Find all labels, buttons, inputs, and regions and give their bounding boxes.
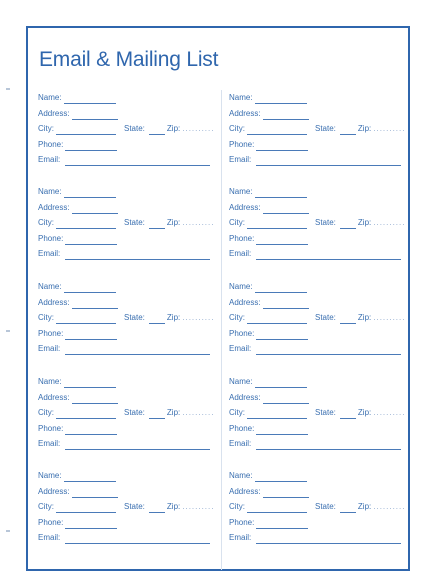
phone-label: Phone: (38, 140, 64, 149)
name-field[interactable] (64, 187, 116, 198)
email-field[interactable] (256, 249, 401, 260)
state-label: State: (124, 124, 145, 133)
city-field[interactable] (56, 124, 116, 135)
name-row (229, 90, 307, 104)
phone-row (38, 515, 117, 529)
city-field[interactable] (56, 218, 116, 229)
phone-row (229, 515, 308, 529)
state-field[interactable] (149, 502, 165, 513)
zip-label: Zip: (357, 408, 372, 417)
city-label: City: (229, 218, 245, 227)
city-field[interactable] (56, 313, 116, 324)
zip-field[interactable]: .......... (182, 502, 215, 511)
state-label: State: (315, 502, 336, 511)
address-label: Address: (229, 109, 261, 118)
name-row (38, 468, 116, 482)
address-row (38, 106, 118, 120)
address-row (38, 295, 118, 309)
name-field[interactable] (64, 93, 116, 104)
email-field[interactable] (65, 249, 210, 260)
state-label: State: (124, 313, 145, 322)
email-label: Email: (38, 155, 61, 164)
contact-entry (229, 90, 413, 180)
contact-entry (229, 468, 413, 558)
name-field[interactable] (255, 93, 307, 104)
address-row (229, 106, 309, 120)
name-row (38, 184, 116, 198)
email-field[interactable] (256, 533, 401, 544)
name-field[interactable] (255, 187, 307, 198)
name-label: Name: (38, 471, 62, 480)
zip-field[interactable]: .......... (182, 124, 215, 133)
address-label: Address: (229, 203, 261, 212)
phone-field[interactable] (65, 140, 117, 151)
zip-label: Zip: (357, 313, 372, 322)
phone-field[interactable] (256, 140, 308, 151)
name-field[interactable] (64, 377, 116, 388)
email-label: Email: (229, 249, 252, 258)
email-label: Email: (229, 344, 252, 353)
city-field[interactable] (56, 408, 116, 419)
phone-row (229, 326, 308, 340)
contact-entry (38, 374, 222, 464)
contact-entry (38, 468, 222, 558)
city-label: City: (38, 408, 54, 417)
email-field[interactable] (65, 344, 210, 355)
address-field[interactable] (263, 487, 309, 498)
address-row (229, 390, 309, 404)
name-field[interactable] (64, 282, 116, 293)
city-label: City: (229, 124, 245, 133)
phone-label: Phone: (38, 234, 64, 243)
phone-row (229, 421, 308, 435)
address-row (38, 200, 118, 214)
page-title: Email & Mailing List (39, 48, 219, 71)
zip-label: Zip: (357, 502, 372, 511)
city-row (229, 310, 405, 324)
email-row (38, 436, 210, 450)
name-row (38, 90, 116, 104)
contact-entry (38, 184, 222, 274)
zip-field[interactable]: .......... (182, 218, 215, 227)
city-row (229, 215, 405, 229)
state-field[interactable] (149, 313, 165, 324)
city-field[interactable] (56, 502, 116, 513)
email-row (229, 152, 401, 166)
city-row (38, 215, 214, 229)
address-label: Address: (229, 487, 261, 496)
state-label: State: (315, 124, 336, 133)
state-field[interactable] (340, 313, 356, 324)
address-label: Address: (38, 298, 70, 307)
contact-entry (229, 374, 413, 464)
name-field[interactable] (64, 471, 116, 482)
zip-label: Zip: (357, 218, 372, 227)
email-field[interactable] (256, 344, 401, 355)
address-label: Address: (38, 109, 70, 118)
name-row (229, 374, 307, 388)
email-row (38, 246, 210, 260)
name-row (38, 374, 116, 388)
zip-field[interactable]: .......... (373, 218, 406, 227)
edge-mark (6, 88, 10, 90)
name-row (38, 279, 116, 293)
state-field[interactable] (340, 124, 356, 135)
email-label: Email: (38, 439, 61, 448)
contact-entry (229, 184, 413, 274)
name-label: Name: (38, 282, 62, 291)
zip-field[interactable]: .......... (373, 408, 406, 417)
name-label: Name: (38, 187, 62, 196)
state-label: State: (315, 218, 336, 227)
address-row (38, 484, 118, 498)
state-field[interactable] (340, 502, 356, 513)
state-label: State: (315, 313, 336, 322)
zip-label: Zip: (357, 124, 372, 133)
phone-label: Phone: (229, 518, 255, 527)
email-row (229, 341, 401, 355)
email-row (38, 152, 210, 166)
zip-label: Zip: (166, 218, 181, 227)
phone-row (38, 421, 117, 435)
edge-mark (6, 530, 10, 532)
phone-label: Phone: (229, 329, 255, 338)
zip-label: Zip: (166, 124, 181, 133)
city-field[interactable] (247, 502, 307, 513)
email-label: Email: (38, 344, 61, 353)
address-field[interactable] (72, 109, 118, 120)
zip-label: Zip: (166, 502, 181, 511)
city-row (229, 499, 405, 513)
name-row (229, 279, 307, 293)
phone-label: Phone: (38, 329, 64, 338)
address-row (229, 295, 309, 309)
email-label: Email: (229, 155, 252, 164)
state-field[interactable] (340, 408, 356, 419)
state-field[interactable] (149, 124, 165, 135)
phone-label: Phone: (229, 234, 255, 243)
name-label: Name: (229, 471, 253, 480)
phone-label: Phone: (38, 424, 64, 433)
city-field[interactable] (247, 408, 307, 419)
address-label: Address: (229, 298, 261, 307)
email-label: Email: (38, 533, 61, 542)
address-row (38, 390, 118, 404)
name-field[interactable] (255, 282, 307, 293)
email-label: Email: (229, 439, 252, 448)
state-label: State: (124, 408, 145, 417)
city-row (229, 405, 405, 419)
phone-field[interactable] (65, 234, 117, 245)
city-label: City: (38, 218, 54, 227)
city-label: City: (229, 313, 245, 322)
zip-field[interactable]: .......... (182, 408, 215, 417)
address-field[interactable] (263, 298, 309, 309)
address-label: Address: (229, 393, 261, 402)
phone-field[interactable] (65, 329, 117, 340)
state-field[interactable] (340, 218, 356, 229)
email-row (38, 530, 210, 544)
edge-mark (6, 330, 10, 332)
phone-field[interactable] (256, 518, 308, 529)
phone-row (38, 326, 117, 340)
form-sheet (26, 26, 410, 571)
address-label: Address: (38, 393, 70, 402)
city-row (38, 499, 214, 513)
email-field[interactable] (65, 439, 210, 450)
name-row (229, 184, 307, 198)
name-field[interactable] (255, 377, 307, 388)
name-label: Name: (229, 282, 253, 291)
city-row (38, 121, 214, 135)
name-label: Name: (229, 93, 253, 102)
address-field[interactable] (263, 109, 309, 120)
state-field[interactable] (149, 218, 165, 229)
state-label: State: (124, 218, 145, 227)
phone-field[interactable] (65, 424, 117, 435)
address-field[interactable] (263, 393, 309, 404)
address-row (229, 484, 309, 498)
zip-field[interactable]: .......... (373, 313, 406, 322)
state-field[interactable] (149, 408, 165, 419)
city-row (38, 310, 214, 324)
email-field[interactable] (256, 439, 401, 450)
name-label: Name: (38, 93, 62, 102)
contact-entry (38, 279, 222, 369)
address-row (229, 200, 309, 214)
city-field[interactable] (247, 218, 307, 229)
city-row (229, 121, 405, 135)
phone-row (229, 137, 308, 151)
email-row (229, 530, 401, 544)
address-field[interactable] (72, 393, 118, 404)
address-field[interactable] (72, 487, 118, 498)
city-label: City: (229, 502, 245, 511)
email-field[interactable] (65, 533, 210, 544)
phone-field[interactable] (256, 329, 308, 340)
phone-row (38, 137, 117, 151)
email-row (229, 246, 401, 260)
name-label: Name: (38, 377, 62, 386)
city-field[interactable] (247, 313, 307, 324)
phone-row (38, 231, 117, 245)
phone-label: Phone: (38, 518, 64, 527)
city-row (38, 405, 214, 419)
email-label: Email: (229, 533, 252, 542)
phone-field[interactable] (256, 424, 308, 435)
address-label: Address: (38, 487, 70, 496)
name-row (229, 468, 307, 482)
email-row (38, 341, 210, 355)
zip-field[interactable]: .......... (373, 502, 406, 511)
phone-row (229, 231, 308, 245)
city-label: City: (38, 124, 54, 133)
name-field[interactable] (255, 471, 307, 482)
city-label: City: (38, 313, 54, 322)
city-label: City: (38, 502, 54, 511)
zip-field[interactable]: .......... (373, 124, 406, 133)
phone-label: Phone: (229, 140, 255, 149)
email-label: Email: (38, 249, 61, 258)
contact-entry (229, 279, 413, 369)
address-field[interactable] (263, 203, 309, 214)
phone-field[interactable] (256, 234, 308, 245)
contact-entry (38, 90, 222, 180)
zip-field[interactable]: .......... (182, 313, 215, 322)
zip-label: Zip: (166, 313, 181, 322)
address-field[interactable] (72, 203, 118, 214)
state-label: State: (124, 502, 145, 511)
city-label: City: (229, 408, 245, 417)
address-label: Address: (38, 203, 70, 212)
name-label: Name: (229, 377, 253, 386)
email-field[interactable] (256, 155, 401, 166)
state-label: State: (315, 408, 336, 417)
email-field[interactable] (65, 155, 210, 166)
email-row (229, 436, 401, 450)
city-field[interactable] (247, 124, 307, 135)
zip-label: Zip: (166, 408, 181, 417)
name-label: Name: (229, 187, 253, 196)
phone-field[interactable] (65, 518, 117, 529)
phone-label: Phone: (229, 424, 255, 433)
address-field[interactable] (72, 298, 118, 309)
